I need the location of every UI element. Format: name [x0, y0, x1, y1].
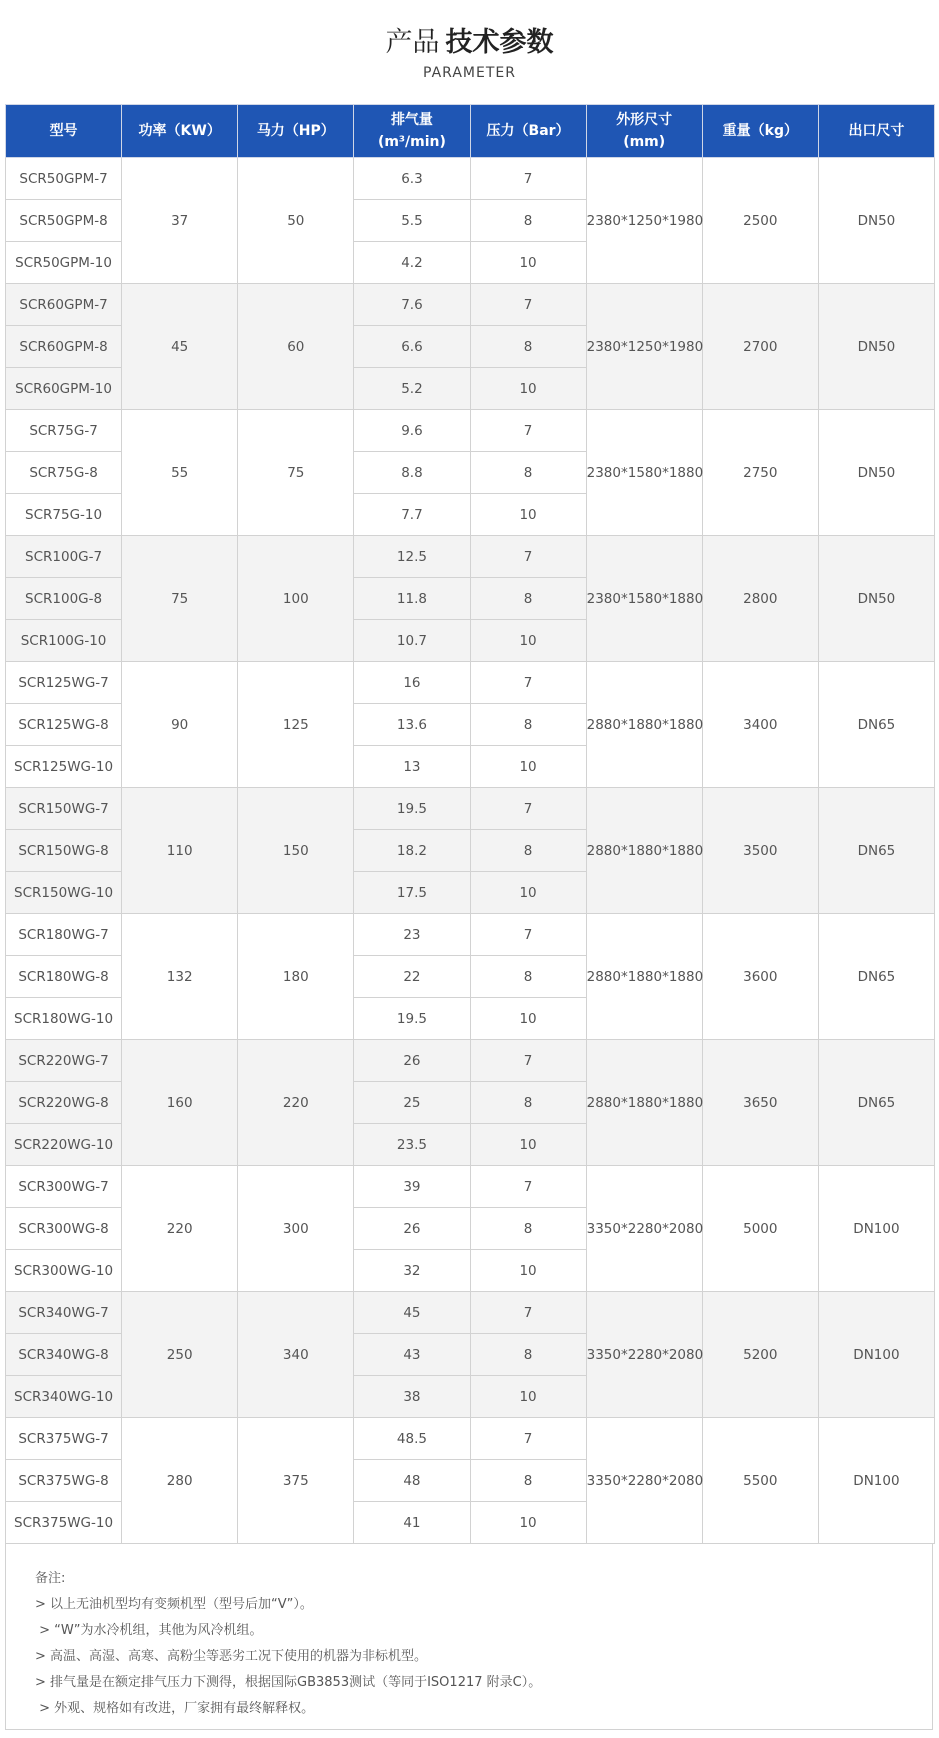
model-cell: SCR100G-8	[6, 578, 122, 620]
model-group	[6, 662, 935, 788]
outlet-cell: DN100	[818, 1166, 934, 1292]
notes-box	[5, 1544, 933, 1730]
model-cell: SCR180WG-7	[6, 914, 122, 956]
pressure-cell: 8	[470, 704, 586, 746]
pressure-cell: 10	[470, 1502, 586, 1544]
dimension-cell: 2380*1250*1980	[586, 284, 702, 410]
table-row	[6, 662, 935, 704]
horsepower-cell: 75	[238, 410, 354, 536]
flow-cell: 45	[354, 1292, 470, 1334]
column-header-label: 出口尺寸	[848, 123, 905, 139]
flow-cell: 48.5	[354, 1418, 470, 1460]
dimension-cell: 3350*2280*2080	[586, 1166, 702, 1292]
outlet-cell: DN65	[818, 1040, 934, 1166]
pressure-cell: 7	[470, 284, 586, 326]
model-cell: SCR340WG-10	[6, 1376, 122, 1418]
column-header-unit: (m³/min)	[377, 134, 446, 150]
weight-cell: 2750	[702, 410, 818, 536]
power-cell: 280	[122, 1418, 238, 1544]
column-header-label: 重量（kg）	[722, 123, 798, 139]
note-line: > 排气量是在额定排气压力下测得，根据国际GB3853测试（等同于ISO1217 附录C）。	[35, 1675, 542, 1690]
pressure-cell: 10	[470, 494, 586, 536]
outlet-cell: DN100	[818, 1292, 934, 1418]
flow-cell: 26	[354, 1208, 470, 1250]
dimension-cell: 2380*1250*1980	[586, 158, 702, 284]
power-cell: 45	[122, 284, 238, 410]
flow-cell: 19.5	[354, 788, 470, 830]
pressure-cell: 10	[470, 1250, 586, 1292]
flow-cell: 32	[354, 1250, 470, 1292]
outlet-cell: DN50	[818, 158, 934, 284]
pressure-cell: 7	[470, 1292, 586, 1334]
column-header	[702, 105, 818, 158]
flow-cell: 22	[354, 956, 470, 998]
outlet-cell: DN50	[818, 284, 934, 410]
table-row	[6, 158, 935, 200]
power-cell: 250	[122, 1292, 238, 1418]
model-cell: SCR375WG-7	[6, 1418, 122, 1460]
column-header	[818, 105, 934, 158]
horsepower-cell: 220	[238, 1040, 354, 1166]
weight-cell: 3500	[702, 788, 818, 914]
page-title-bold: 技术参数	[445, 27, 554, 58]
column-header	[122, 105, 238, 158]
pressure-cell: 8	[470, 1334, 586, 1376]
model-cell: SCR150WG-7	[6, 788, 122, 830]
pressure-cell: 7	[470, 914, 586, 956]
power-cell: 160	[122, 1040, 238, 1166]
flow-cell: 10.7	[354, 620, 470, 662]
note-line: > 外观、规格如有改进，厂家拥有最终解释权。	[35, 1701, 315, 1716]
pressure-cell: 8	[470, 830, 586, 872]
note-line: > 以上无油机型均有变频机型（型号后加“V”）。	[35, 1597, 313, 1612]
flow-cell: 5.2	[354, 368, 470, 410]
model-group	[6, 410, 935, 536]
weight-cell: 2700	[702, 284, 818, 410]
flow-cell: 39	[354, 1166, 470, 1208]
column-header-label: 压力（Bar）	[486, 123, 570, 139]
model-cell: SCR300WG-7	[6, 1166, 122, 1208]
model-cell: SCR375WG-8	[6, 1460, 122, 1502]
pressure-cell: 10	[470, 872, 586, 914]
model-cell: SCR75G-10	[6, 494, 122, 536]
dimension-cell: 2880*1880*1880	[586, 914, 702, 1040]
horsepower-cell: 375	[238, 1418, 354, 1544]
flow-cell: 23.5	[354, 1124, 470, 1166]
model-cell: SCR50GPM-10	[6, 242, 122, 284]
pressure-cell: 7	[470, 158, 586, 200]
horsepower-cell: 180	[238, 914, 354, 1040]
pressure-cell: 8	[470, 452, 586, 494]
notes-heading: 备注:	[35, 1571, 66, 1586]
model-cell: SCR60GPM-7	[6, 284, 122, 326]
pressure-cell: 8	[470, 1082, 586, 1124]
table-row	[6, 1292, 935, 1334]
model-cell: SCR50GPM-7	[6, 158, 122, 200]
model-cell: SCR125WG-8	[6, 704, 122, 746]
table-row	[6, 284, 935, 326]
model-cell: SCR60GPM-8	[6, 326, 122, 368]
dimension-cell: 2380*1580*1880	[586, 410, 702, 536]
model-cell: SCR75G-8	[6, 452, 122, 494]
outlet-cell: DN65	[818, 662, 934, 788]
model-cell: SCR60GPM-10	[6, 368, 122, 410]
table-row	[6, 410, 935, 452]
model-cell: SCR125WG-10	[6, 746, 122, 788]
flow-cell: 6.3	[354, 158, 470, 200]
model-cell: SCR220WG-10	[6, 1124, 122, 1166]
outlet-cell: DN65	[818, 914, 934, 1040]
pressure-cell: 7	[470, 536, 586, 578]
column-header-label: 马力（HP）	[256, 123, 335, 139]
flow-cell: 4.2	[354, 242, 470, 284]
flow-cell: 38	[354, 1376, 470, 1418]
pressure-cell: 7	[470, 410, 586, 452]
pressure-cell: 8	[470, 956, 586, 998]
power-cell: 37	[122, 158, 238, 284]
parameter-table	[5, 104, 935, 1544]
flow-cell: 12.5	[354, 536, 470, 578]
flow-cell: 5.5	[354, 200, 470, 242]
weight-cell: 5500	[702, 1418, 818, 1544]
table-row	[6, 1166, 935, 1208]
weight-cell: 5000	[702, 1166, 818, 1292]
column-header-label: 排气量	[390, 112, 433, 128]
page-title-light: 产品	[385, 27, 440, 58]
pressure-cell: 8	[470, 1460, 586, 1502]
flow-cell: 9.6	[354, 410, 470, 452]
model-group	[6, 536, 935, 662]
dimension-cell: 3350*2280*2080	[586, 1292, 702, 1418]
model-group	[6, 788, 935, 914]
pressure-cell: 8	[470, 1208, 586, 1250]
model-cell: SCR300WG-10	[6, 1250, 122, 1292]
model-cell: SCR100G-10	[6, 620, 122, 662]
model-cell: SCR220WG-8	[6, 1082, 122, 1124]
pressure-cell: 10	[470, 1124, 586, 1166]
horsepower-cell: 125	[238, 662, 354, 788]
page-title	[0, 26, 939, 60]
pressure-cell: 7	[470, 788, 586, 830]
pressure-cell: 10	[470, 1376, 586, 1418]
weight-cell: 2800	[702, 536, 818, 662]
column-header-label: 外形尺寸	[616, 112, 673, 128]
horsepower-cell: 100	[238, 536, 354, 662]
flow-cell: 13.6	[354, 704, 470, 746]
model-group	[6, 158, 935, 284]
horsepower-cell: 300	[238, 1166, 354, 1292]
outlet-cell: DN50	[818, 410, 934, 536]
model-group	[6, 1292, 935, 1418]
table-row	[6, 1040, 935, 1082]
power-cell: 90	[122, 662, 238, 788]
pressure-cell: 8	[470, 326, 586, 368]
table-header-row	[6, 105, 935, 158]
notes-list	[35, 1592, 932, 1722]
weight-cell: 2500	[702, 158, 818, 284]
flow-cell: 43	[354, 1334, 470, 1376]
model-group	[6, 284, 935, 410]
pressure-cell: 7	[470, 1166, 586, 1208]
model-cell: SCR50GPM-8	[6, 200, 122, 242]
power-cell: 110	[122, 788, 238, 914]
model-cell: SCR150WG-10	[6, 872, 122, 914]
flow-cell: 7.7	[354, 494, 470, 536]
pressure-cell: 8	[470, 578, 586, 620]
flow-cell: 8.8	[354, 452, 470, 494]
column-header	[586, 105, 702, 158]
model-cell: SCR100G-7	[6, 536, 122, 578]
model-cell: SCR180WG-10	[6, 998, 122, 1040]
horsepower-cell: 50	[238, 158, 354, 284]
column-header-label: 型号	[49, 123, 78, 139]
dimension-cell: 2880*1880*1880	[586, 788, 702, 914]
power-cell: 220	[122, 1166, 238, 1292]
model-group	[6, 914, 935, 1040]
pressure-cell: 10	[470, 620, 586, 662]
horsepower-cell: 150	[238, 788, 354, 914]
column-header-unit: (mm)	[623, 134, 666, 150]
pressure-cell: 10	[470, 998, 586, 1040]
weight-cell: 5200	[702, 1292, 818, 1418]
pressure-cell: 10	[470, 368, 586, 410]
flow-cell: 48	[354, 1460, 470, 1502]
model-group	[6, 1418, 935, 1544]
model-cell: SCR300WG-8	[6, 1208, 122, 1250]
dimension-cell: 2880*1880*1880	[586, 1040, 702, 1166]
flow-cell: 7.6	[354, 284, 470, 326]
flow-cell: 18.2	[354, 830, 470, 872]
table-row	[6, 536, 935, 578]
outlet-cell: DN50	[818, 536, 934, 662]
flow-cell: 25	[354, 1082, 470, 1124]
flow-cell: 16	[354, 662, 470, 704]
flow-cell: 13	[354, 746, 470, 788]
flow-cell: 26	[354, 1040, 470, 1082]
model-group	[6, 1166, 935, 1292]
pressure-cell: 8	[470, 200, 586, 242]
horsepower-cell: 60	[238, 284, 354, 410]
flow-cell: 11.8	[354, 578, 470, 620]
pressure-cell: 7	[470, 662, 586, 704]
model-cell: SCR125WG-7	[6, 662, 122, 704]
page-subtitle: PARAMETER	[423, 65, 516, 81]
flow-cell: 17.5	[354, 872, 470, 914]
dimension-cell: 2380*1580*1880	[586, 536, 702, 662]
horsepower-cell: 340	[238, 1292, 354, 1418]
weight-cell: 3600	[702, 914, 818, 1040]
note-line: > 高温、高湿、高寒、高粉尘等恶劣工况下使用的机器为非标机型。	[35, 1649, 428, 1664]
power-cell: 55	[122, 410, 238, 536]
column-header	[470, 105, 586, 158]
pressure-cell: 10	[470, 242, 586, 284]
column-header	[238, 105, 354, 158]
table-header	[6, 105, 935, 158]
pressure-cell: 7	[470, 1418, 586, 1460]
weight-cell: 3650	[702, 1040, 818, 1166]
power-cell: 75	[122, 536, 238, 662]
pressure-cell: 7	[470, 1040, 586, 1082]
outlet-cell: DN65	[818, 788, 934, 914]
table-row	[6, 1418, 935, 1460]
flow-cell: 19.5	[354, 998, 470, 1040]
model-cell: SCR150WG-8	[6, 830, 122, 872]
model-cell: SCR180WG-8	[6, 956, 122, 998]
column-header-label: 功率（KW）	[138, 123, 221, 139]
pressure-cell: 10	[470, 746, 586, 788]
model-cell: SCR375WG-10	[6, 1502, 122, 1544]
model-cell: SCR220WG-7	[6, 1040, 122, 1082]
column-header	[6, 105, 122, 158]
model-cell: SCR75G-7	[6, 410, 122, 452]
weight-cell: 3400	[702, 662, 818, 788]
table-row	[6, 788, 935, 830]
model-cell: SCR340WG-8	[6, 1334, 122, 1376]
flow-cell: 6.6	[354, 326, 470, 368]
flow-cell: 23	[354, 914, 470, 956]
outlet-cell: DN100	[818, 1418, 934, 1544]
dimension-cell: 3350*2280*2080	[586, 1418, 702, 1544]
note-line: > “W”为水冷机组，其他为风冷机组。	[35, 1623, 263, 1638]
table-row	[6, 914, 935, 956]
model-cell: SCR340WG-7	[6, 1292, 122, 1334]
dimension-cell: 2880*1880*1880	[586, 662, 702, 788]
power-cell: 132	[122, 914, 238, 1040]
model-group	[6, 1040, 935, 1166]
flow-cell: 41	[354, 1502, 470, 1544]
column-header	[354, 105, 470, 158]
